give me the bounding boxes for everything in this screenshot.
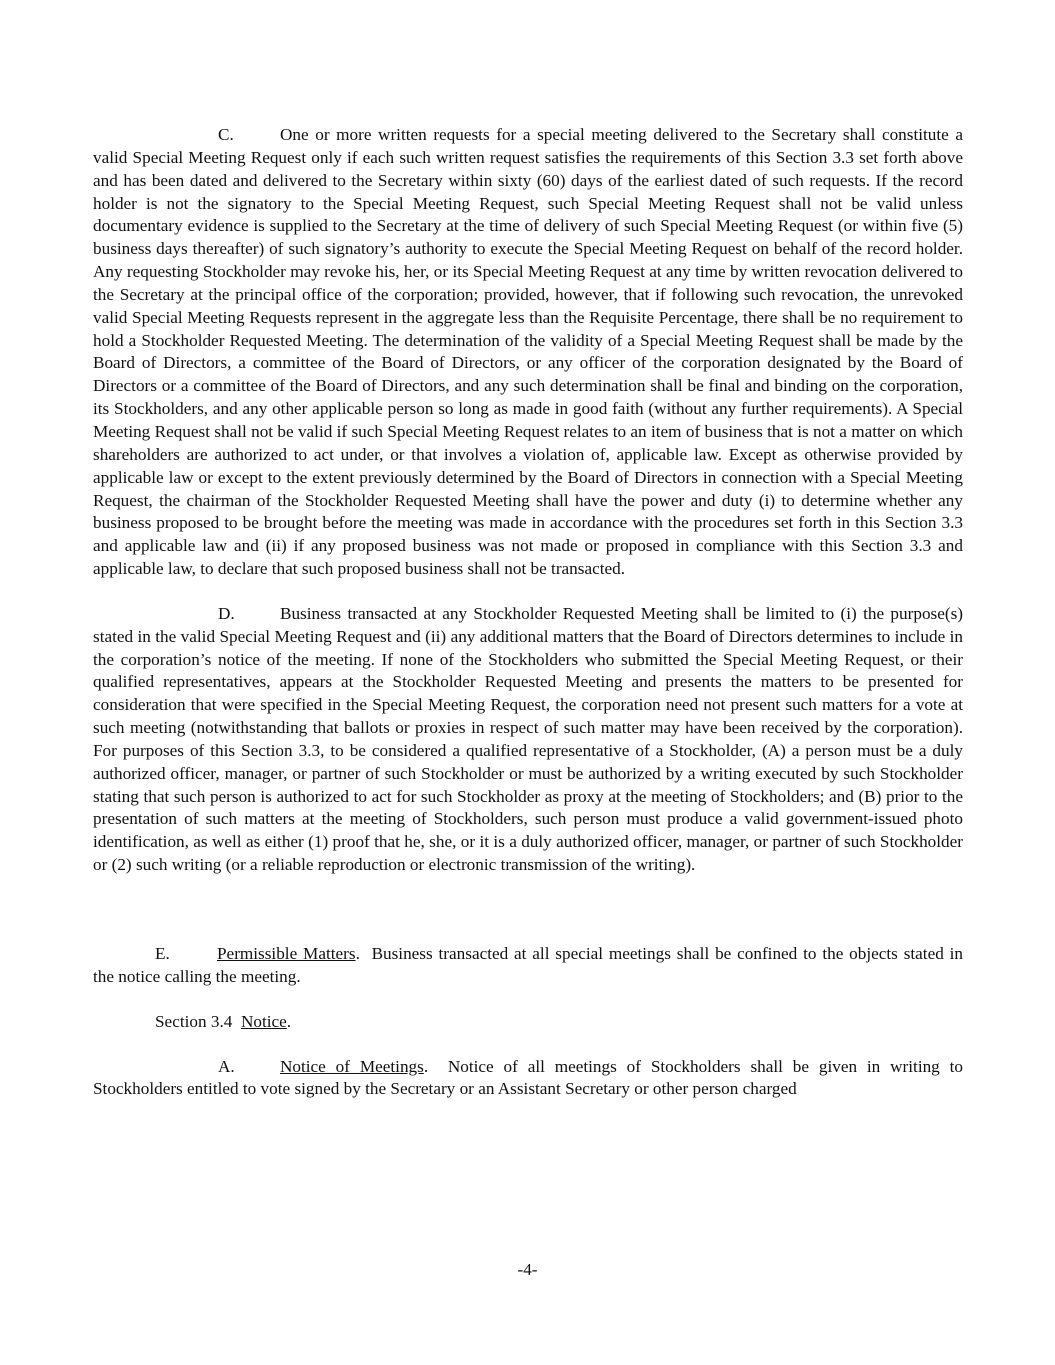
paragraph-a [93, 1056, 963, 1102]
paragraph-d [93, 603, 963, 877]
paragraph-e-heading-punct: . [355, 944, 360, 963]
section-3-4-heading [93, 1011, 963, 1034]
paragraph-a-heading: Notice of Meetings [280, 1056, 424, 1076]
paragraph-d-label: D. [218, 603, 235, 623]
section-3-4-title: Notice [240, 1011, 287, 1031]
section-3-4-punct: . [286, 1011, 292, 1031]
paragraph-e [93, 943, 963, 989]
paragraph-d-text: Business transacted at any Stockholder Requested Meeting shall be limited to (i) the purpose(s) stated in the valid Special Meeting Request and (ii) any additional matters that the Board of Directors determines to include in the corporation’s notice of the meeting. If none of the Stockholders who submitted the Special Meeting Request, or their qualified representatives, appears at the Stockholder Requested Meeting and presents the matters to be presented for consideration that were specified in the Special Meeting Request, the corporation need not present such matters for a vote at such meeting (notwithstanding that ballots or proxies in respect of such matter may have been received by the corporation). For purposes of this Section 3.3, to be considered a qualified representative of a Stockholder, (A) a person must be a duly authorized officer, manager, or partner of such Stockholder or must be authorized by a writing executed by such Stockholder stating that such person is authorized to act for such Stockholder as proxy at the meeting of Stockholders; and (B) prior to the presentation of such matters at the meeting of Stockholders, such person must produce a valid government-issued photo identification, as well as either (1) proof that he, she, or it is a duly authorized officer, manager, or partner of such Stockholder or (2) such writing (or a reliable reproduction or electronic transmission of the writing). [93, 603, 963, 875]
paragraph-e-heading: Permissible Matters [217, 944, 356, 963]
page-number: -4- [517, 1260, 538, 1279]
paragraph-e-label: E. [155, 944, 170, 963]
section-3-4-prefix: Section 3.4 [155, 1011, 233, 1031]
paragraph-a-text: Notice of all meetings of Stockholders shall be given in writing to Stockholders entitled to vote signed by the Secretary or an Assistant Secretary or other person charged [93, 1056, 964, 1099]
paragraph-c-label: C. [218, 125, 234, 144]
paragraph-c [93, 124, 963, 581]
paragraph-a-label: A. [218, 1056, 235, 1076]
document-page [93, 124, 963, 1101]
paragraph-e-text: Business transacted at all special meetings shall be confined to the objects stated in the notice calling the meeting. [93, 944, 964, 986]
paragraph-c-text: One or more written requests for a special meeting delivered to the Secretary shall constitute a valid Special Meeting Request only if each such written request satisfies the requirements of this Section 3.3 set forth above and has been dated and delivered to the Secretary within sixty (60) days of the earliest dated of such requests. If the record holder is not the signatory to the Special Meeting Request, such Special Meeting Request shall not be valid unless documentary evidence is supplied to the Secretary at the time of delivery of such Special Meeting Request (or within five (5) business days thereafter) of such signatory’s authority to execute the Special Meeting Request on behalf of the record holder. Any requesting Stockholder may revoke his, her, or its Special Meeting Request at any time by written revocation delivered to the Secretary at the principal office of the corporation; provided, however, that if following such revocation, the unrevoked valid Special Meeting Requests represent in the aggregate less than the Requisite Percentage, there shall be no requirement to hold a Stockholder Requested Meeting. The determination of the validity of a Special Meeting Request shall be made by the Board of Directors, a committee of the Board of Directors, or any officer of the corporation designated by the Board of Directors or a committee of the Board of Directors, and any such determination shall be final and binding on the corporation, its Stockholders, and any other applicable person so long as made in good faith (without any further requirements). A Special Meeting Request shall not be valid if such Special Meeting Request relates to an item of business that is not a matter on which shareholders are authorized to act under, or that involves a violation of, applicable law. Except as otherwise provided by applicable law or except to the extent previously determined by the Board of Directors in connection with a Special Meeting Request, the chairman of the Stockholder Requested Meeting shall have the power and duty (i) to determine whether any business proposed to be brought before the meeting was made in accordance with the procedures set forth in this Section 3.3 and applicable law and (ii) if any proposed business was not made or proposed in compliance with this Section 3.3 and applicable law, to declare that such proposed business shall not be transacted. [93, 125, 963, 579]
paragraph-a-heading-punct: . [423, 1056, 429, 1076]
